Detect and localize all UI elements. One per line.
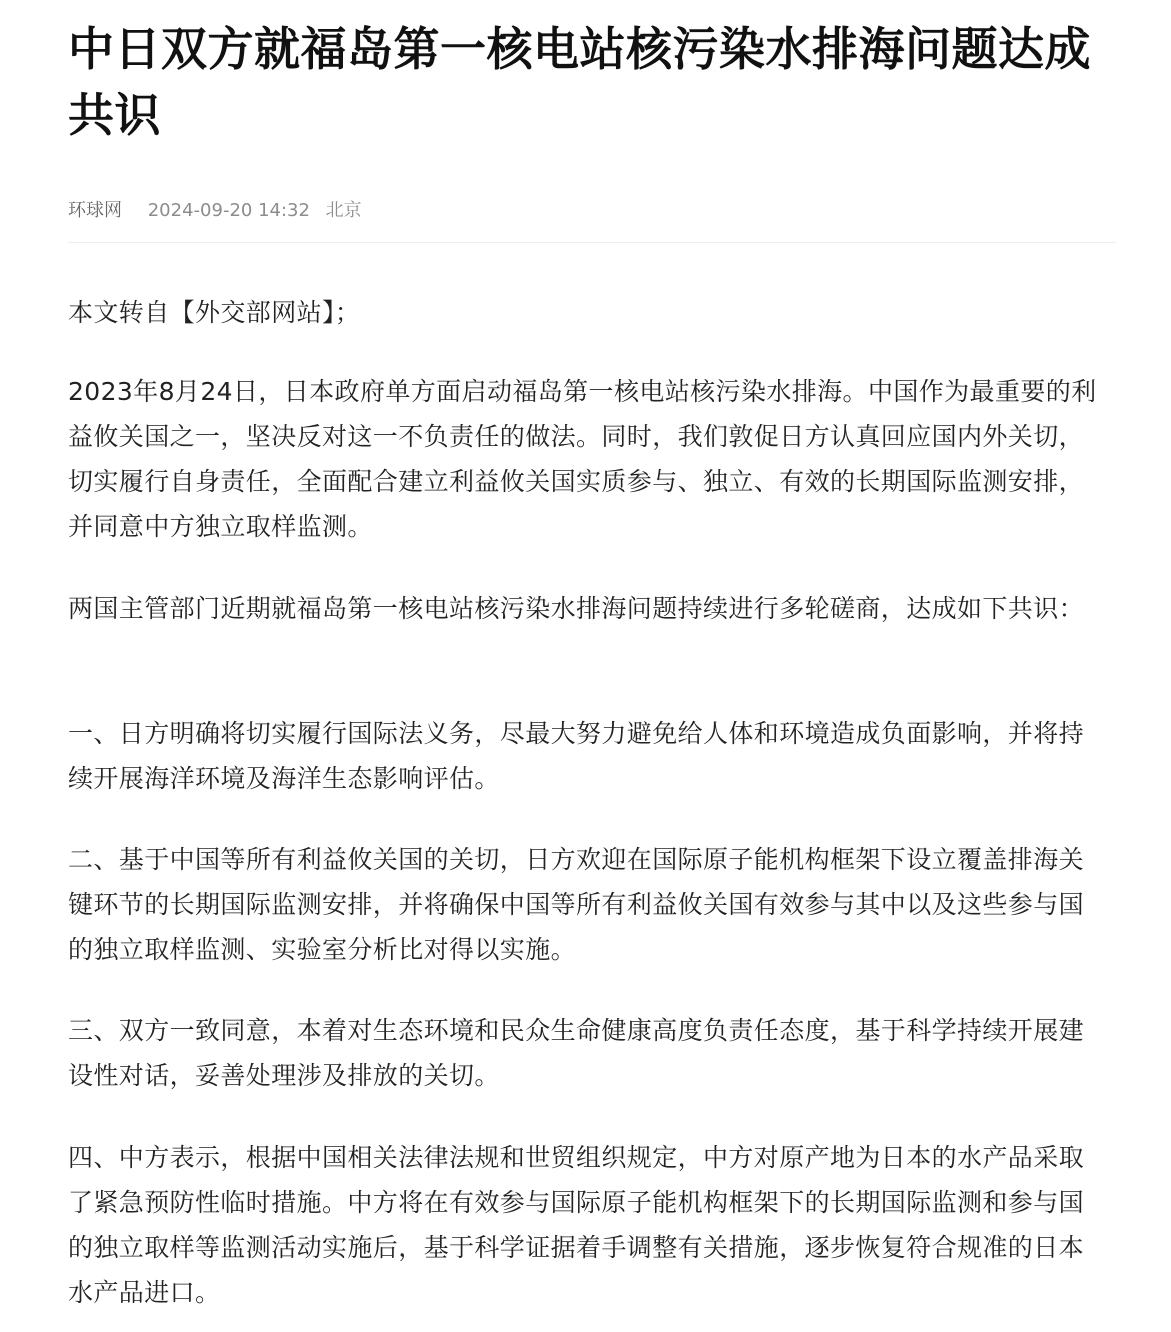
- publish-date: 2024-09-20 14:32: [147, 200, 310, 221]
- paragraph-point-4: 四、中方表示，根据中国相关法律法规和世贸组织规定，中方对原产地为日本的水产品采取了紧急预防性临时措施。中方将在有效参与国际原子能机构框架下的长期国际监测和参与国的独立取样等监测活动实施后，基于科学证据着手调整有关措施，逐步恢复符合规准的日本水产品进口。: [68, 1143, 1085, 1307]
- paragraph-background: 2023年8月24日，日本政府单方面启动福岛第一核电站核污染水排海。中国作为最重要的利益攸关国之一，坚决反对这一不负责任的做法。同时，我们敦促日方认真回应国内外关切，切实履行自身责任，全面配合建立利益攸关国实质参与、独立、有效的长期国际监测安排，并同意中方独立取样监测。: [68, 377, 1097, 541]
- paragraph-source-note: 本文转自【外交部网站】；: [68, 298, 361, 327]
- meta-divider: [68, 242, 1116, 243]
- article-meta: [68, 198, 382, 224]
- publish-location: 北京: [325, 200, 362, 221]
- article-title: 中日双方就福岛第一核电站核污染水排海问题达成共识: [68, 22, 1091, 142]
- paragraph-point-1: 一、日方明确将切实履行国际法义务，尽最大努力避免给人体和环境造成负面影响，并将持续开展海洋环境及海洋生态影响评估。: [68, 719, 1085, 793]
- paragraph-point-2: 二、基于中国等所有利益攸关国的关切，日方欢迎在国际原子能机构框架下设立覆盖排海关键环节的长期国际监测安排，并将确保中国等所有利益攸关国有效参与其中以及这些参与国的独立取样监测、实验室分析比对得以实施。: [68, 845, 1085, 964]
- paragraph-consensus-intro: 两国主管部门近期就福岛第一核电站核污染水排海问题持续进行多轮磋商，达成如下共识：: [68, 594, 1085, 623]
- paragraph-point-3: 三、双方一致同意，本着对生态环境和民众生命健康高度负责任态度，基于科学持续开展建设性对话，妥善处理涉及排放的关切。: [68, 1016, 1085, 1090]
- source-link[interactable]: 环球网: [68, 200, 122, 221]
